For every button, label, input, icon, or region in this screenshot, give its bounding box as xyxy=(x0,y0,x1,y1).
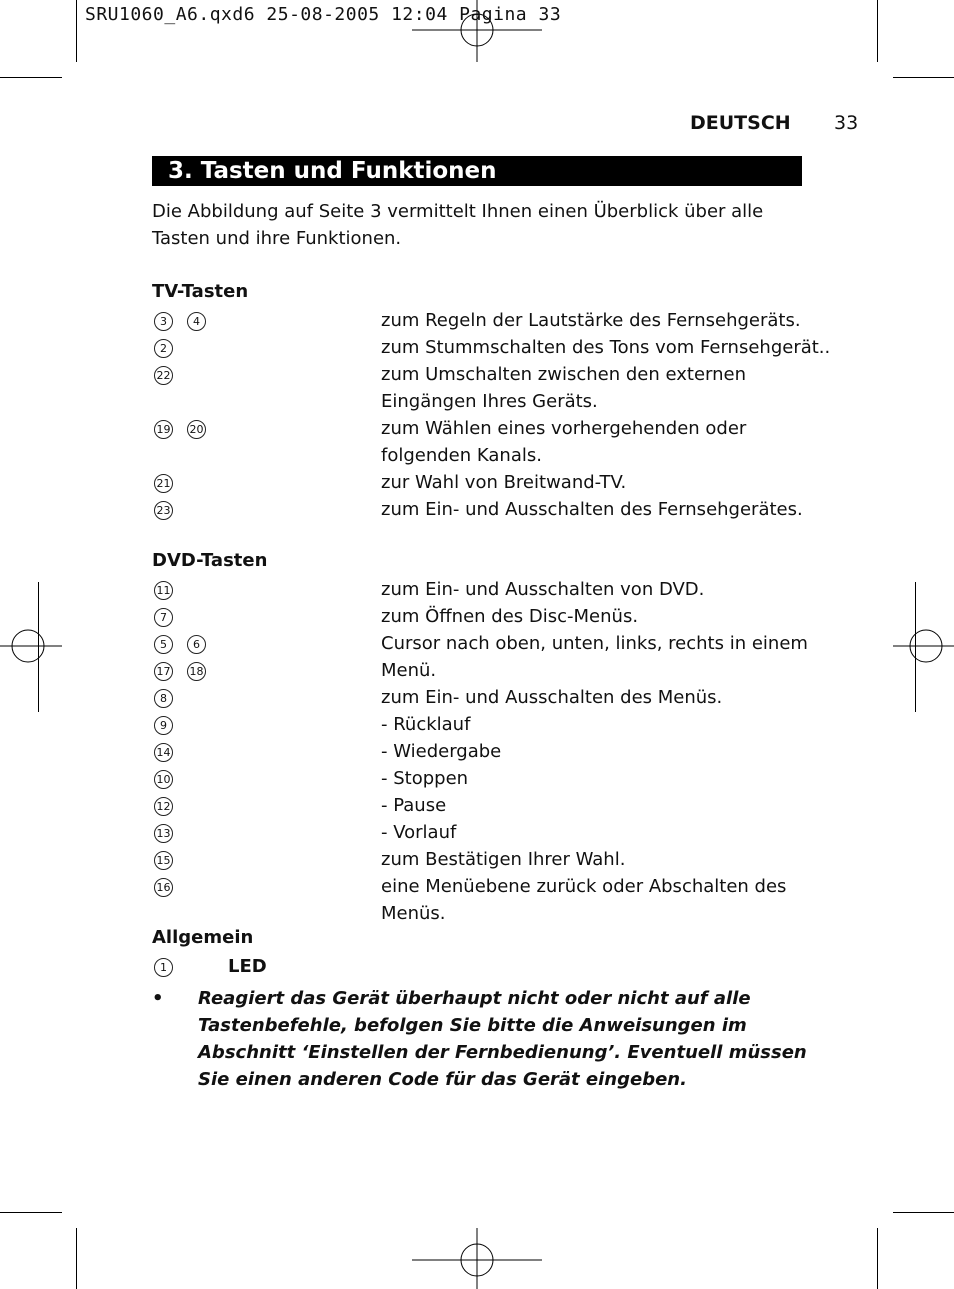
key-row xyxy=(152,684,832,711)
button-number-circle: 10 xyxy=(154,770,173,789)
file-slug: SRU1060_A6.qxd6 25-08-2005 12:04 Pagina 33 xyxy=(85,4,562,25)
key-description: zum Stummschalten des Tons vom Fernsehgerät.. xyxy=(381,334,830,361)
registration-mark-bottom xyxy=(412,1228,542,1289)
key-description: zum Öffnen des Disc-Menüs. xyxy=(381,603,638,630)
key-row xyxy=(152,307,832,334)
key-description: - Wiedergabe xyxy=(381,738,501,765)
button-number-circle: 7 xyxy=(154,608,173,627)
button-number-circle: 18 xyxy=(187,662,206,681)
button-number-circle: 9 xyxy=(154,716,173,735)
button-number-circle: 16 xyxy=(154,878,173,897)
intro-paragraph: Die Abbildung auf Seite 3 vermittelt Ihnen einen Überblick über alle Tasten und ihre Funktionen. xyxy=(152,201,764,249)
button-number-circle: 11 xyxy=(154,581,173,600)
button-number-circle: 4 xyxy=(187,312,206,331)
button-number-circle: 23 xyxy=(154,501,173,520)
key-description: zum Wählen eines vorhergehenden oder xyxy=(381,415,746,442)
key-row xyxy=(152,792,832,819)
key-description: zum Bestätigen Ihrer Wahl. xyxy=(381,846,625,873)
section-title-bar xyxy=(152,156,802,186)
key-row xyxy=(152,819,832,846)
key-description: - Stoppen xyxy=(381,765,468,792)
button-number-circle: 22 xyxy=(154,366,173,385)
key-description: zur Wahl von Breitwand-TV. xyxy=(381,469,626,496)
key-row xyxy=(152,603,832,630)
key-row xyxy=(152,415,832,442)
section-title: 3. Tasten und Funktionen xyxy=(168,158,497,184)
key-description: Cursor nach oben, unten, links, rechts in einem xyxy=(381,630,808,657)
button-number-circle: 17 xyxy=(154,662,173,681)
key-row xyxy=(152,953,832,980)
key-description-continued: Eingängen Ihres Geräts. xyxy=(381,391,598,412)
key-description: zum Umschalten zwischen den externen xyxy=(381,361,746,388)
section-heading: DVD-Tasten xyxy=(152,550,268,571)
note-text: Reagiert das Gerät überhaupt nicht oder nicht auf alle Tastenbefehle, befolgen Sie bitte die Anweisungen im Abschnitt ‘Einstellen der Fernbedienung’. Eventuell müssen Sie einen anderen Code für das Gerät eingeben. xyxy=(198,988,807,1090)
button-number-circle: 5 xyxy=(154,635,173,654)
key-row xyxy=(152,630,832,657)
key-description: zum Ein- und Ausschalten des Fernsehgerätes. xyxy=(381,496,803,523)
key-row xyxy=(152,711,832,738)
section-heading: TV-Tasten xyxy=(152,281,249,302)
key-description: - Rücklauf xyxy=(381,711,470,738)
button-number-circle: 15 xyxy=(154,851,173,870)
button-number-circle: 21 xyxy=(154,474,173,493)
key-row xyxy=(152,765,832,792)
key-description: zum Regeln der Lautstärke des Fernsehgeräts. xyxy=(381,307,801,334)
key-row xyxy=(152,846,832,873)
button-number-circle: 8 xyxy=(154,689,173,708)
button-number-circle: 14 xyxy=(154,743,173,762)
page-number: 33 xyxy=(834,112,859,134)
button-number-circle: 19 xyxy=(154,420,173,439)
button-number-circle: 20 xyxy=(187,420,206,439)
key-row xyxy=(152,469,832,496)
key-description: zum Ein- und Ausschalten des Menüs. xyxy=(381,684,722,711)
button-number-circle: 3 xyxy=(154,312,173,331)
button-number-circle: 2 xyxy=(154,339,173,358)
key-row xyxy=(152,334,832,361)
registration-mark-left xyxy=(0,614,62,678)
key-row xyxy=(152,576,832,603)
button-number-circle: 13 xyxy=(154,824,173,843)
key-description: - Vorlauf xyxy=(381,819,456,846)
key-row xyxy=(152,738,832,765)
section-heading: Allgemein xyxy=(152,927,254,948)
key-description: eine Menüebene zurück oder Abschalten des xyxy=(381,873,786,900)
key-description-continued: Menüs. xyxy=(381,903,446,924)
key-description: - Pause xyxy=(381,792,446,819)
registration-mark-right xyxy=(893,614,954,678)
key-description-continued: Menü. xyxy=(381,660,437,681)
button-number-circle: 12 xyxy=(154,797,173,816)
key-row xyxy=(152,873,832,900)
key-description: zum Ein- und Ausschalten von DVD. xyxy=(381,576,704,603)
key-description-continued: folgenden Kanals. xyxy=(381,445,542,466)
key-label: LED xyxy=(228,956,267,977)
key-row xyxy=(152,496,832,523)
note-bullet: • xyxy=(152,988,164,1009)
key-row xyxy=(152,657,832,684)
button-number-circle: 6 xyxy=(187,635,206,654)
language-label: DEUTSCH xyxy=(690,112,791,134)
key-row xyxy=(152,361,832,388)
button-number-circle: 1 xyxy=(154,958,173,977)
